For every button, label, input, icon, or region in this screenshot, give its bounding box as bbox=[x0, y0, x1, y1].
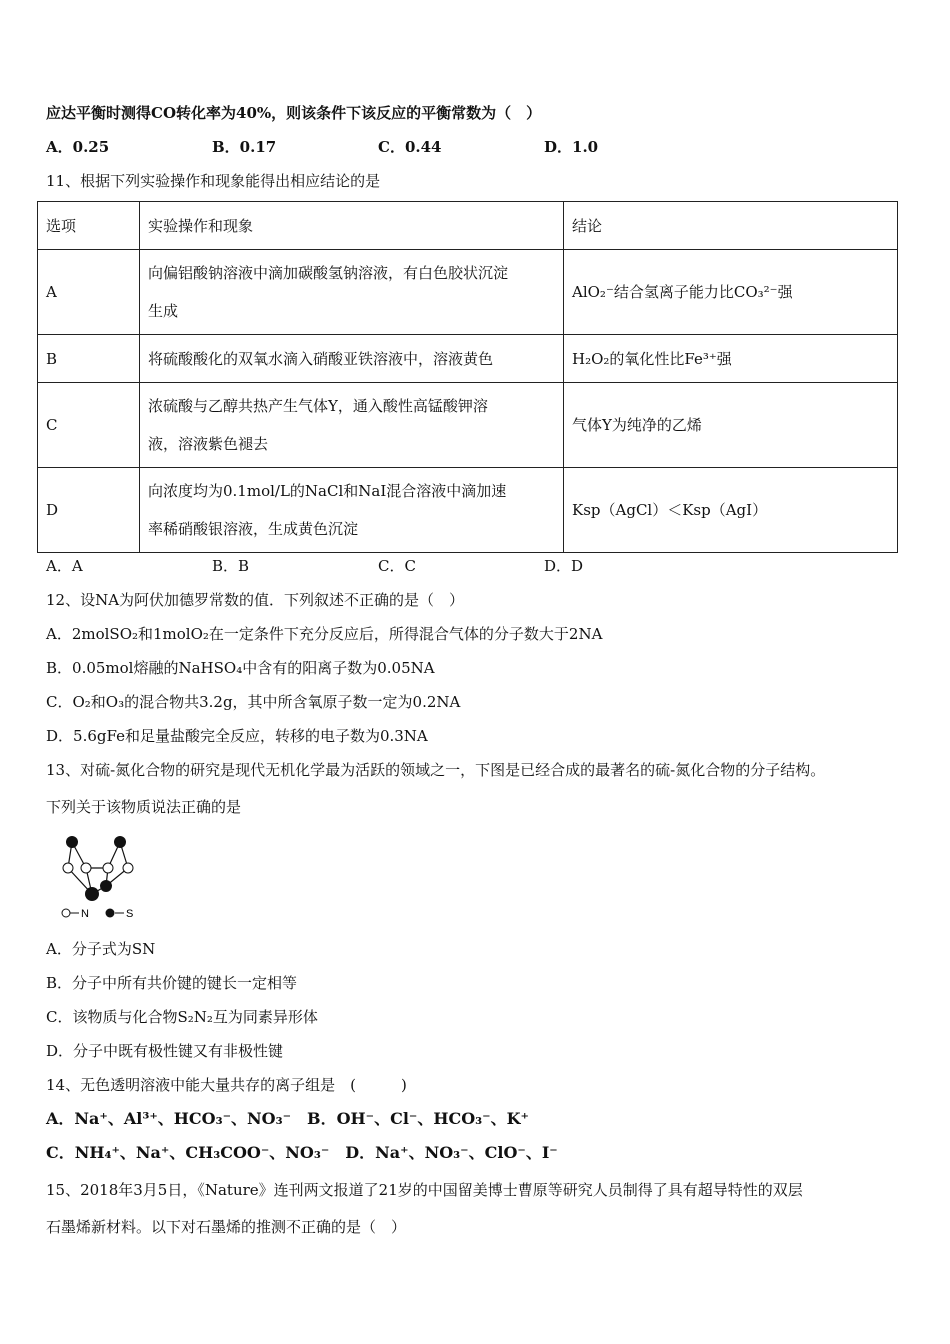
q10-option-a: A．0.25 bbox=[46, 138, 110, 156]
q15-stem-line2: 石墨烯新材料。以下对石墨烯的推测不正确的是（ ） bbox=[46, 1218, 407, 1236]
q13-option-d: D．分子中既有极性键又有非极性键 bbox=[46, 1042, 284, 1060]
sulfur-atom bbox=[100, 880, 112, 892]
row-operation-line1: 向浓度均为0.1mol/L的NaCl和NaI混合溶液中滴加速 bbox=[148, 482, 507, 500]
header-operation: 实验操作和现象 bbox=[140, 202, 564, 250]
row-operation bbox=[140, 250, 564, 335]
q13-option-b: B．分子中所有共价键的键长一定相等 bbox=[46, 974, 298, 992]
q14-options-row1: A．Na⁺、Al³⁺、HCO₃⁻、NO₃⁻ B．OH⁻、Cl⁻、HCO₃⁻、K⁺ bbox=[46, 1109, 529, 1128]
q10-stem: 应达平衡时测得CO转化率为40%，则该条件下该反应的平衡常数为（ ） bbox=[46, 104, 542, 122]
q13-option-c: C．该物质与化合物S₂N₂互为同素异形体 bbox=[46, 1008, 318, 1026]
header-option: 选项 bbox=[38, 202, 140, 250]
table-row bbox=[38, 250, 898, 335]
table-header-row bbox=[38, 202, 898, 250]
nitrogen-atom bbox=[123, 863, 133, 873]
sulfur-atom bbox=[85, 887, 99, 901]
sulfur-atom bbox=[114, 836, 126, 848]
row-conclusion: H₂O₂的氧化性比Fe³⁺强 bbox=[564, 335, 898, 383]
table-row bbox=[38, 335, 898, 383]
q10-option-d: D．1.0 bbox=[544, 138, 599, 156]
q15-stem-line1: 15、2018年3月5日，《Nature》连刊两文报道了21岁的中国留美博士曹原等研究人员制得了具有超导特性的双层 bbox=[46, 1181, 803, 1199]
row-operation-line1: 浓硫酸与乙醇共热产生气体Y，通入酸性高锰酸钾溶 bbox=[148, 397, 488, 415]
nitrogen-atom bbox=[81, 863, 91, 873]
q12-option-c: C．O₂和O₃的混合物共3.2g，其中所含氧原子数一定为0.2NA bbox=[46, 693, 461, 711]
row-operation bbox=[140, 468, 564, 553]
row-conclusion: AlO₂⁻结合氢离子能力比CO₃²⁻强 bbox=[564, 250, 898, 335]
row-operation bbox=[140, 383, 564, 468]
row-operation bbox=[140, 335, 564, 383]
q13-stem-line1: 13、对硫-氮化合物的研究是现代无机化学最为活跃的领域之一，下图是已经合成的最著名的硫-氮化合物的分子结构。 bbox=[46, 761, 826, 779]
q12-option-b: B．0.05mol熔融的NaHSO₄中含有的阳离子数为0.05NA bbox=[46, 659, 435, 677]
legend-nitrogen-icon bbox=[62, 909, 70, 917]
table-row bbox=[38, 468, 898, 553]
row-operation-line2: 液，溶液紫色褪去 bbox=[148, 435, 269, 453]
q13-stem-line2: 下列关于该物质说法正确的是 bbox=[46, 798, 242, 816]
row-option: C bbox=[38, 383, 140, 468]
row-option: B bbox=[38, 335, 140, 383]
q11-stem: 11、根据下列实验操作和现象能得出相应结论的是 bbox=[46, 172, 381, 190]
q12-stem: 12、设NA为阿伏加德罗常数的值．下列叙述不正确的是（ ） bbox=[46, 591, 465, 609]
q14-stem: 14、无色透明溶液中能大量共存的离子组是 ( ) bbox=[46, 1076, 407, 1094]
legend-s-label: S bbox=[126, 908, 134, 920]
q10-option-b: B．0.17 bbox=[212, 138, 277, 156]
table-row bbox=[38, 383, 898, 468]
q11-option-d: D．D bbox=[544, 557, 584, 575]
s4n4-molecule-diagram bbox=[58, 832, 140, 924]
row-operation-line2: 率稀硝酸银溶液，生成黄色沉淀 bbox=[148, 520, 359, 538]
legend-n-label: N bbox=[81, 908, 89, 920]
q10-option-c: C．0.44 bbox=[378, 138, 442, 156]
q13-option-a: A．分子式为SN bbox=[46, 940, 156, 958]
q11-option-b: B．B bbox=[212, 557, 250, 575]
q11-option-c: C．C bbox=[378, 557, 416, 575]
row-conclusion: Ksp（AgCl）＜Ksp（AgI） bbox=[564, 468, 898, 553]
sulfur-atom bbox=[66, 836, 78, 848]
nitrogen-atom bbox=[63, 863, 73, 873]
row-operation-line1: 将硫酸酸化的双氧水滴入硝酸亚铁溶液中，溶液黄色 bbox=[148, 349, 494, 368]
q12-option-d: D．5.6gFe和足量盐酸完全反应，转移的电子数为0.3NA bbox=[46, 727, 428, 745]
q12-option-a: A．2molSO₂和1molO₂在一定条件下充分反应后，所得混合气体的分子数大于2NA bbox=[46, 625, 603, 643]
nitrogen-atom bbox=[103, 863, 113, 873]
q11-options bbox=[46, 556, 583, 576]
row-operation-line1: 向偏铝酸钠溶液中滴加碳酸氢钠溶液，有白色胶状沉淀 bbox=[148, 264, 509, 282]
header-conclusion: 结论 bbox=[564, 202, 898, 250]
q14-options-row2: C．NH₄⁺、Na⁺、CH₃COO⁻、NO₃⁻ D．Na⁺、NO₃⁻、ClO⁻、I⁻ bbox=[46, 1143, 558, 1162]
row-option: D bbox=[38, 468, 140, 553]
q10-options bbox=[46, 137, 598, 157]
row-operation-line2: 生成 bbox=[148, 302, 179, 320]
row-conclusion: 气体Y为纯净的乙烯 bbox=[564, 383, 898, 468]
q11-option-a: A．A bbox=[46, 557, 83, 575]
legend-sulfur-icon bbox=[106, 909, 115, 918]
q11-table bbox=[37, 201, 898, 553]
row-option: A bbox=[38, 250, 140, 335]
